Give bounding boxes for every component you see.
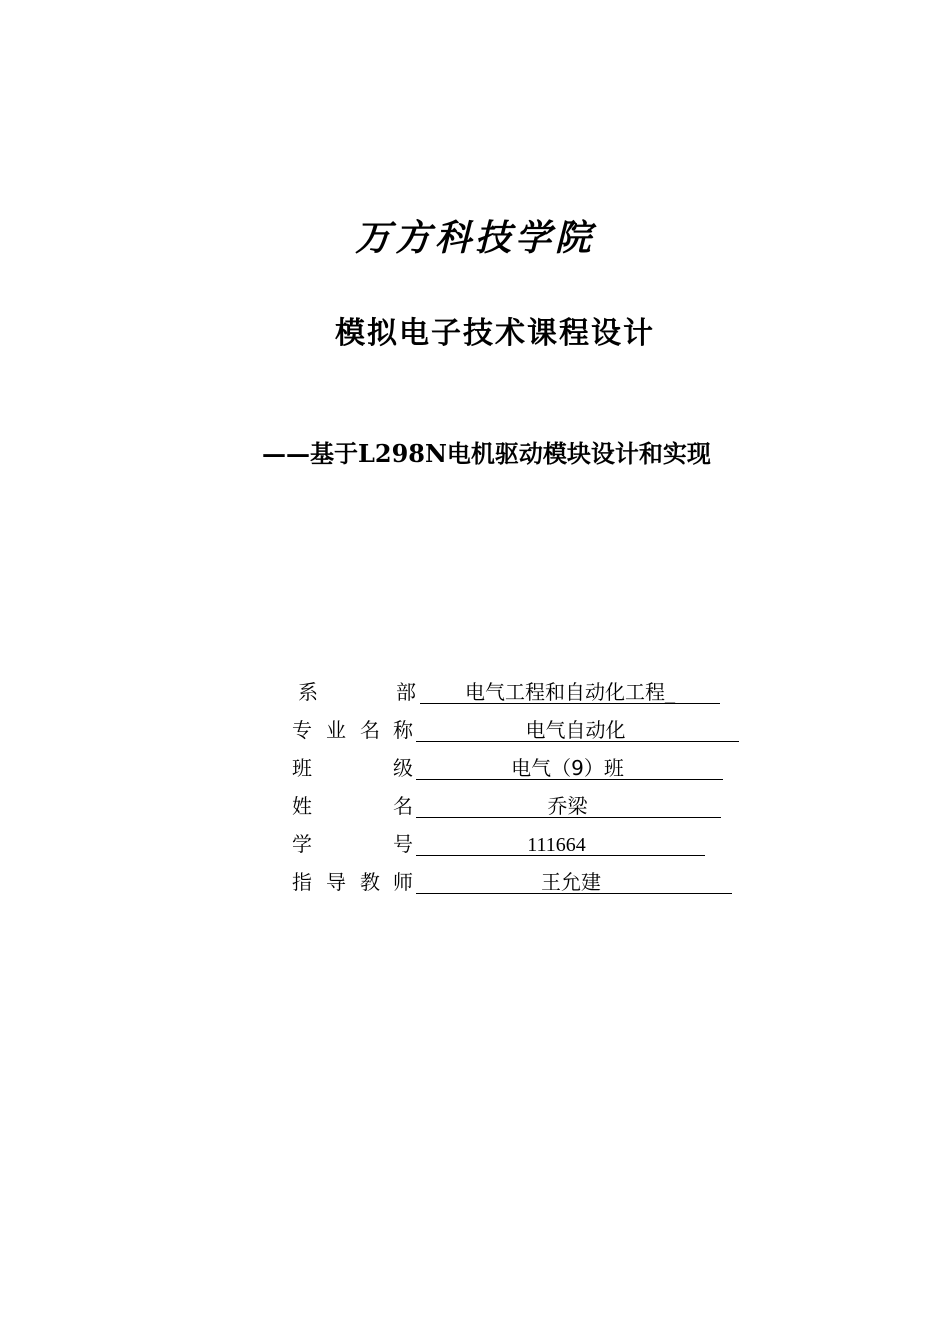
- department-label-char-1: 系: [298, 680, 318, 704]
- advisor-label-char-4: 师: [393, 870, 413, 894]
- advisor-field: [416, 863, 732, 894]
- advisor-value: 王允建: [541, 870, 601, 894]
- class-field: [416, 749, 723, 780]
- major-label-char-2: 业: [326, 718, 346, 742]
- student-id-label-char-1: 学: [292, 832, 312, 856]
- class-label-char-2: 级: [393, 756, 413, 780]
- name-label-char-1: 姓: [292, 794, 312, 818]
- name-field: [416, 787, 721, 818]
- class-label-char-1: 班: [292, 756, 312, 780]
- advisor-label-char-1: 指: [292, 870, 312, 894]
- class-label: [292, 749, 416, 787]
- advisor-label: [292, 863, 416, 901]
- major-label-char-4: 称: [393, 718, 413, 742]
- department-value: 电气工程和自动化工程_: [465, 680, 675, 704]
- student-id-value: 111664: [527, 834, 586, 856]
- course-title: 模拟电子技术课程设计: [335, 316, 655, 351]
- name-label-char-2: 名: [393, 794, 413, 818]
- student-id-label-char-2: 号: [393, 832, 413, 856]
- major-label-char-3: 名: [360, 718, 380, 742]
- student-id-field: [416, 825, 705, 856]
- department-label-char-2: 部: [396, 680, 416, 704]
- department-label: [292, 673, 416, 711]
- student-id-label: [292, 825, 416, 863]
- department-field: [420, 673, 720, 704]
- class-value: 电气（9）班: [511, 756, 624, 780]
- major-value: 电气自动化: [525, 718, 626, 742]
- major-label-char-1: 专: [292, 718, 312, 742]
- advisor-label-char-2: 导: [326, 870, 346, 894]
- major-field: [416, 711, 739, 742]
- name-value: 乔梁: [547, 794, 588, 818]
- advisor-label-char-3: 教: [360, 870, 380, 894]
- project-subtitle: ——基于L298N电机驱动模块设计和实现: [262, 439, 711, 468]
- major-label: [292, 711, 416, 749]
- name-label: [292, 787, 416, 825]
- school-name: 万方科技学院: [354, 217, 595, 259]
